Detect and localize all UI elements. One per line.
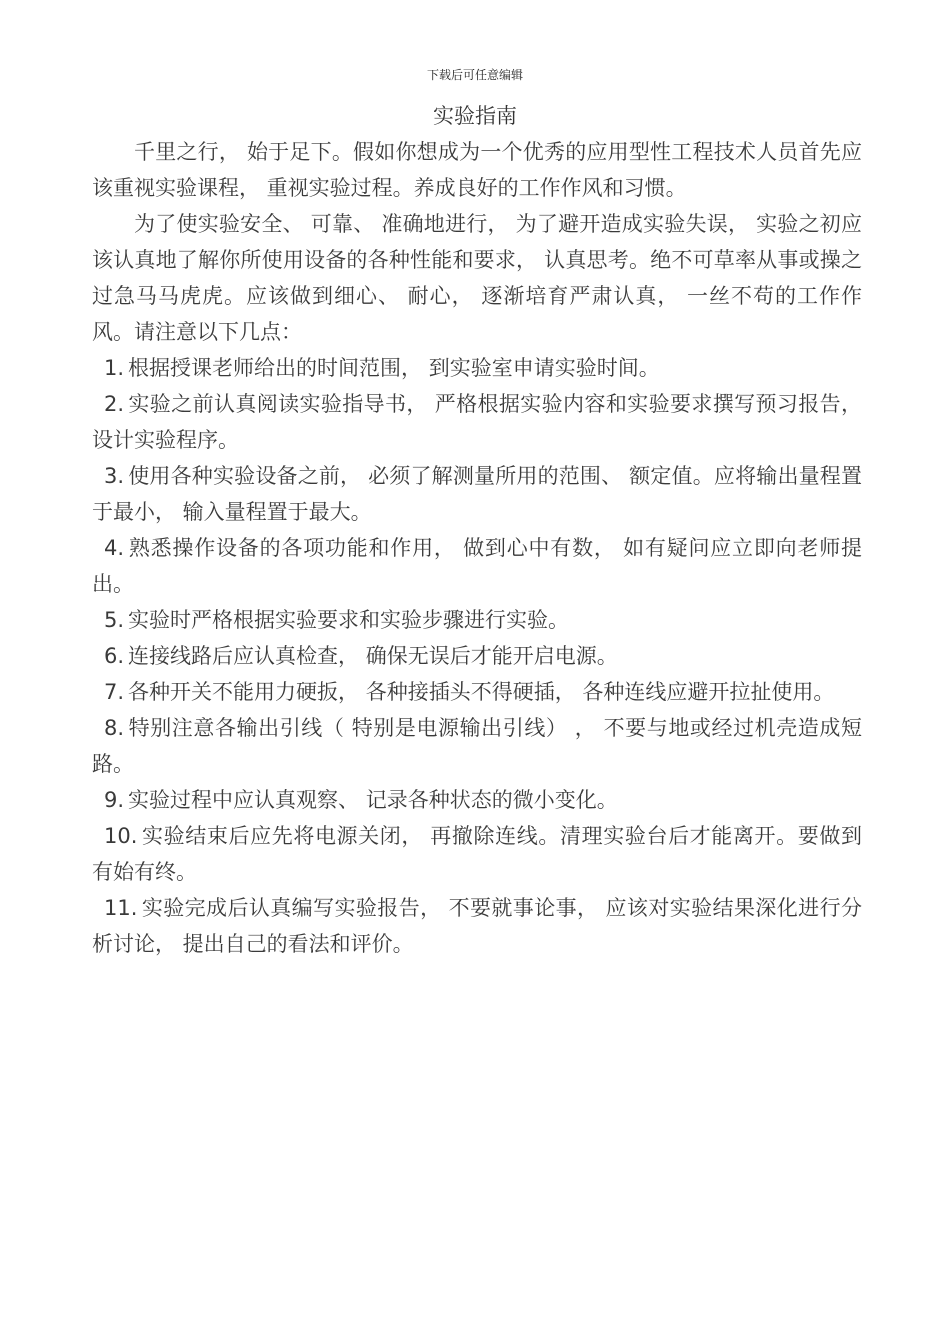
- header-note: 下载后可任意编辑: [426, 68, 523, 82]
- list-item-number: 3.: [104, 464, 125, 488]
- intro-paragraph: 千里之行， 始于足下。假如你想成为一个优秀的应用型性工程技术人员首先应该重视实验课程， 重视实验过程。养成良好的工作作风和习惯。: [92, 140, 862, 200]
- document-body: [92, 134, 862, 962]
- list-item-number: 2.: [104, 392, 125, 416]
- list-item-text: 熟悉操作设备的各项功能和作用， 做到心中有数， 如有疑问应立即向老师提出。: [92, 536, 862, 596]
- list-item: [92, 458, 862, 530]
- list-item-text: 实验结束后应先将电源关闭， 再撤除连线。清理实验台后才能离开。要做到有始有终。: [92, 824, 862, 884]
- list-item-number: 1.: [104, 356, 125, 380]
- list-item-number: 7.: [104, 680, 125, 704]
- list-item: [92, 602, 862, 638]
- list-item-number: 9.: [104, 788, 125, 812]
- list-item: [92, 890, 862, 962]
- list-item-text: 各种开关不能用力硬扳， 各种接插头不得硬插， 各种连线应避开拉扯使用。: [128, 680, 835, 704]
- list-item: [92, 386, 862, 458]
- instructions-paragraph: 为了使实验安全、 可靠、 准确地进行， 为了避开造成实验失误， 实验之初应该认真地了解你所使用设备的各种性能和要求， 认真思考。绝不可草率从事或操之过急马马虎虎。应该做到细心、 耐心， 逐渐培育严肃认真， 一丝不苟的工作作风。请注意以下几点：: [92, 212, 862, 344]
- list-item-text: 连接线路后应认真检查， 确保无误后才能开启电源。: [128, 644, 618, 668]
- list-item: [92, 710, 862, 782]
- page-title: 实验指南: [433, 104, 517, 128]
- list-item-text: 实验完成后认真编写实验报告， 不要就事论事， 应该对实验结果深化进行分析讨论， 提出自己的看法和评价。: [92, 896, 862, 956]
- list-item-text: 实验过程中应认真观察、 记录各种状态的微小变化。: [128, 788, 618, 812]
- list-item-number: 10.: [104, 824, 138, 848]
- list-item-text: 根据授课老师给出的时间范围， 到实验室申请实验时间。: [128, 356, 660, 380]
- list-item-text: 实验时严格根据实验要求和实验步骤进行实验。: [128, 608, 570, 632]
- list-item-number: 6.: [104, 644, 125, 668]
- list-item-number: 8.: [104, 716, 125, 740]
- list-item-number: 5.: [104, 608, 125, 632]
- list-item-number: 11.: [104, 896, 138, 920]
- list-item: [92, 530, 862, 602]
- list-item-number: 4.: [104, 536, 125, 560]
- list-item: [92, 350, 862, 386]
- list-item-text: 实验之前认真阅读实验指导书， 严格根据实验内容和实验要求撰写预习报告， 设计实验程序。: [92, 392, 862, 452]
- list-item: [92, 818, 862, 890]
- list-item-text: 使用各种实验设备之前， 必须了解测量所用的范围、 额定值。应将输出量程置于最小， 输入量程置于最大。: [92, 464, 862, 524]
- list-item: [92, 674, 862, 710]
- list-item: [92, 782, 862, 818]
- list-item-text: 特别注意各输出引线（ 特别是电源输出引线） ， 不要与地或经过机壳造成短路。: [92, 716, 862, 776]
- list-item: [92, 638, 862, 674]
